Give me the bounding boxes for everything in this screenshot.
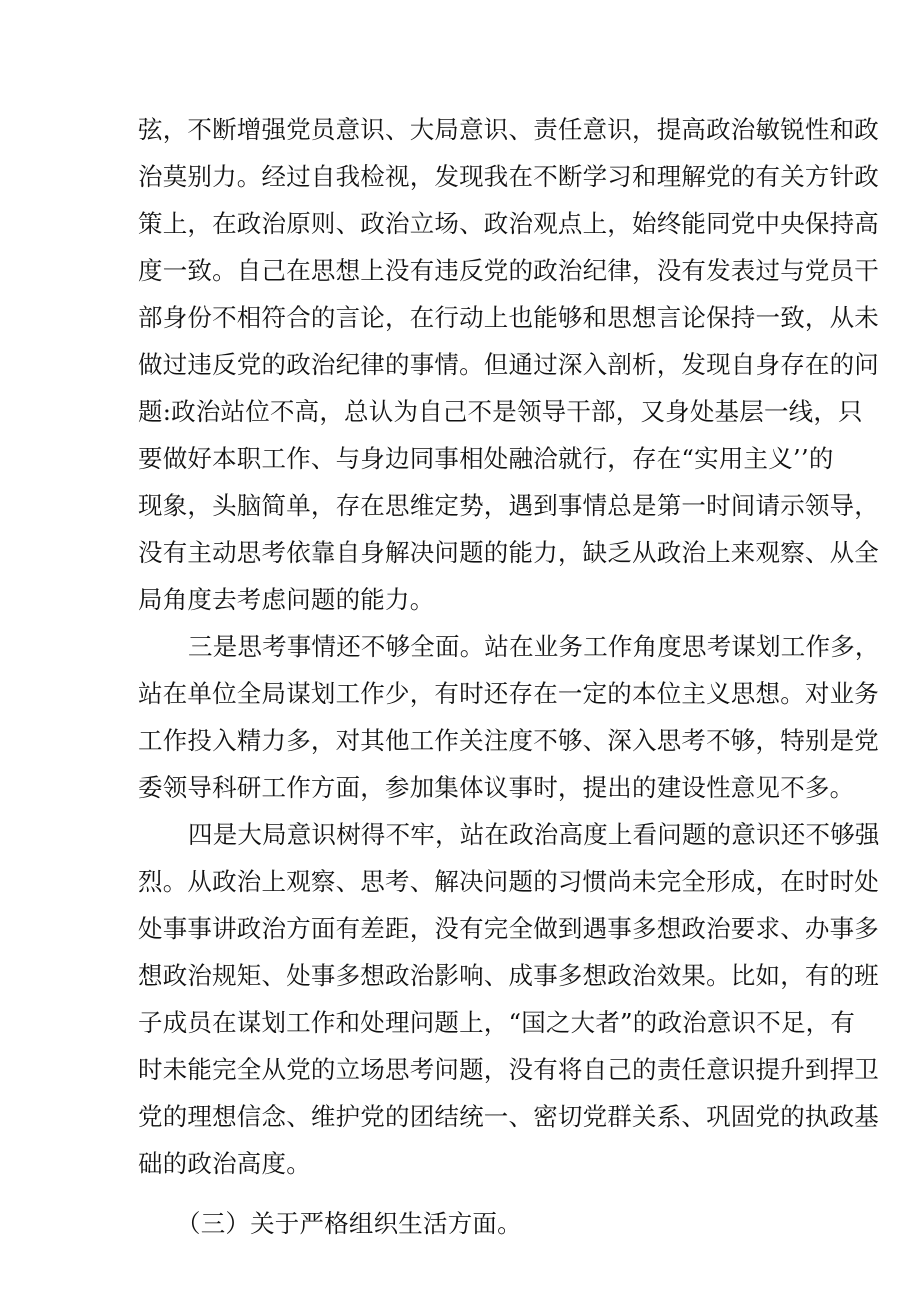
text-line: 治莫别力。经过自我检视，发现我在不断学习和理解党的有关方针政 — [138, 162, 879, 191]
text-line: 子成员在谋划工作和处理问题上，“国之大者”的政治意识不足，有 — [138, 1008, 856, 1037]
section-heading: （三）关于严格组织生活方面。 — [176, 1209, 522, 1238]
text-line: 工作投入精力多，对其他工作关注度不够、深入思考不够，特别是党 — [138, 726, 879, 755]
paragraph-first-line: 三是思考事情还不够全面。站在业务工作角度思考谋划工作多， — [188, 632, 880, 661]
paragraph-end-line: 局角度去考虑问题的能力。 — [138, 585, 435, 614]
text-line: 烈。从政治上观察、思考、解决问题的习惯尚未完全形成，在时时处 — [138, 867, 879, 896]
text-line: 要做好本职工作、与身边同事相处融洽就行，存在“实用主义’’的 — [138, 444, 834, 473]
text-line: 党的理想信念、维护党的团结统一、密切党群关系、巩固党的执政基 — [138, 1102, 879, 1131]
text-line: 站在单位全局谋划工作少，有时还存在一定的本位主义思想。对业务 — [138, 679, 879, 708]
text-line: 做过违反党的政治纪律的事情。但通过深入剖析，发现自身存在的问 — [138, 350, 879, 379]
text-line: 题:政治站位不高，总认为自己不是领导干部，又身处基层一线，只 — [138, 397, 863, 426]
text-line: 处事事讲政治方面有差距，没有完全做到遇事多想政治要求、办事多 — [138, 914, 879, 943]
text-line: 度一致。自己在思想上没有违反党的政治纪律，没有发表过与党员干 — [138, 256, 879, 285]
text-line: 时未能完全从党的立场思考问题，没有将自己的责任意识提升到捍卫 — [138, 1055, 879, 1084]
text-line: 部身份不相符合的言论，在行动上也能够和思想言论保持一致，从未 — [138, 303, 879, 332]
paragraph-end-line: 委领导科研工作方面，参加集体议事时，提出的建设性意见不多。 — [138, 773, 855, 802]
text-line: 策上，在政治原则、政治立场、政治观点上，始终能同党中央保持高 — [138, 209, 879, 238]
text-line: 没有主动思考依靠自身解决问题的能力，缺乏从政治上来观察、从全 — [138, 538, 879, 567]
text-line: 弦，不断增强党员意识、大局意识、责任意识，提高政治敏锐性和政 — [138, 115, 879, 144]
paragraph-first-line: 四是大局意识树得不牢，站在政治高度上看问题的意识还不够强 — [188, 820, 880, 849]
paragraph-end-line: 础的政治高度。 — [138, 1149, 311, 1178]
text-line: 想政治规矩、处事多想政治影响、成事多想政治效果。比如，有的班 — [138, 961, 879, 990]
text-line: 现象，头脑简单，存在思维定势，遇到事情总是第一时间请示领导， — [138, 491, 879, 520]
